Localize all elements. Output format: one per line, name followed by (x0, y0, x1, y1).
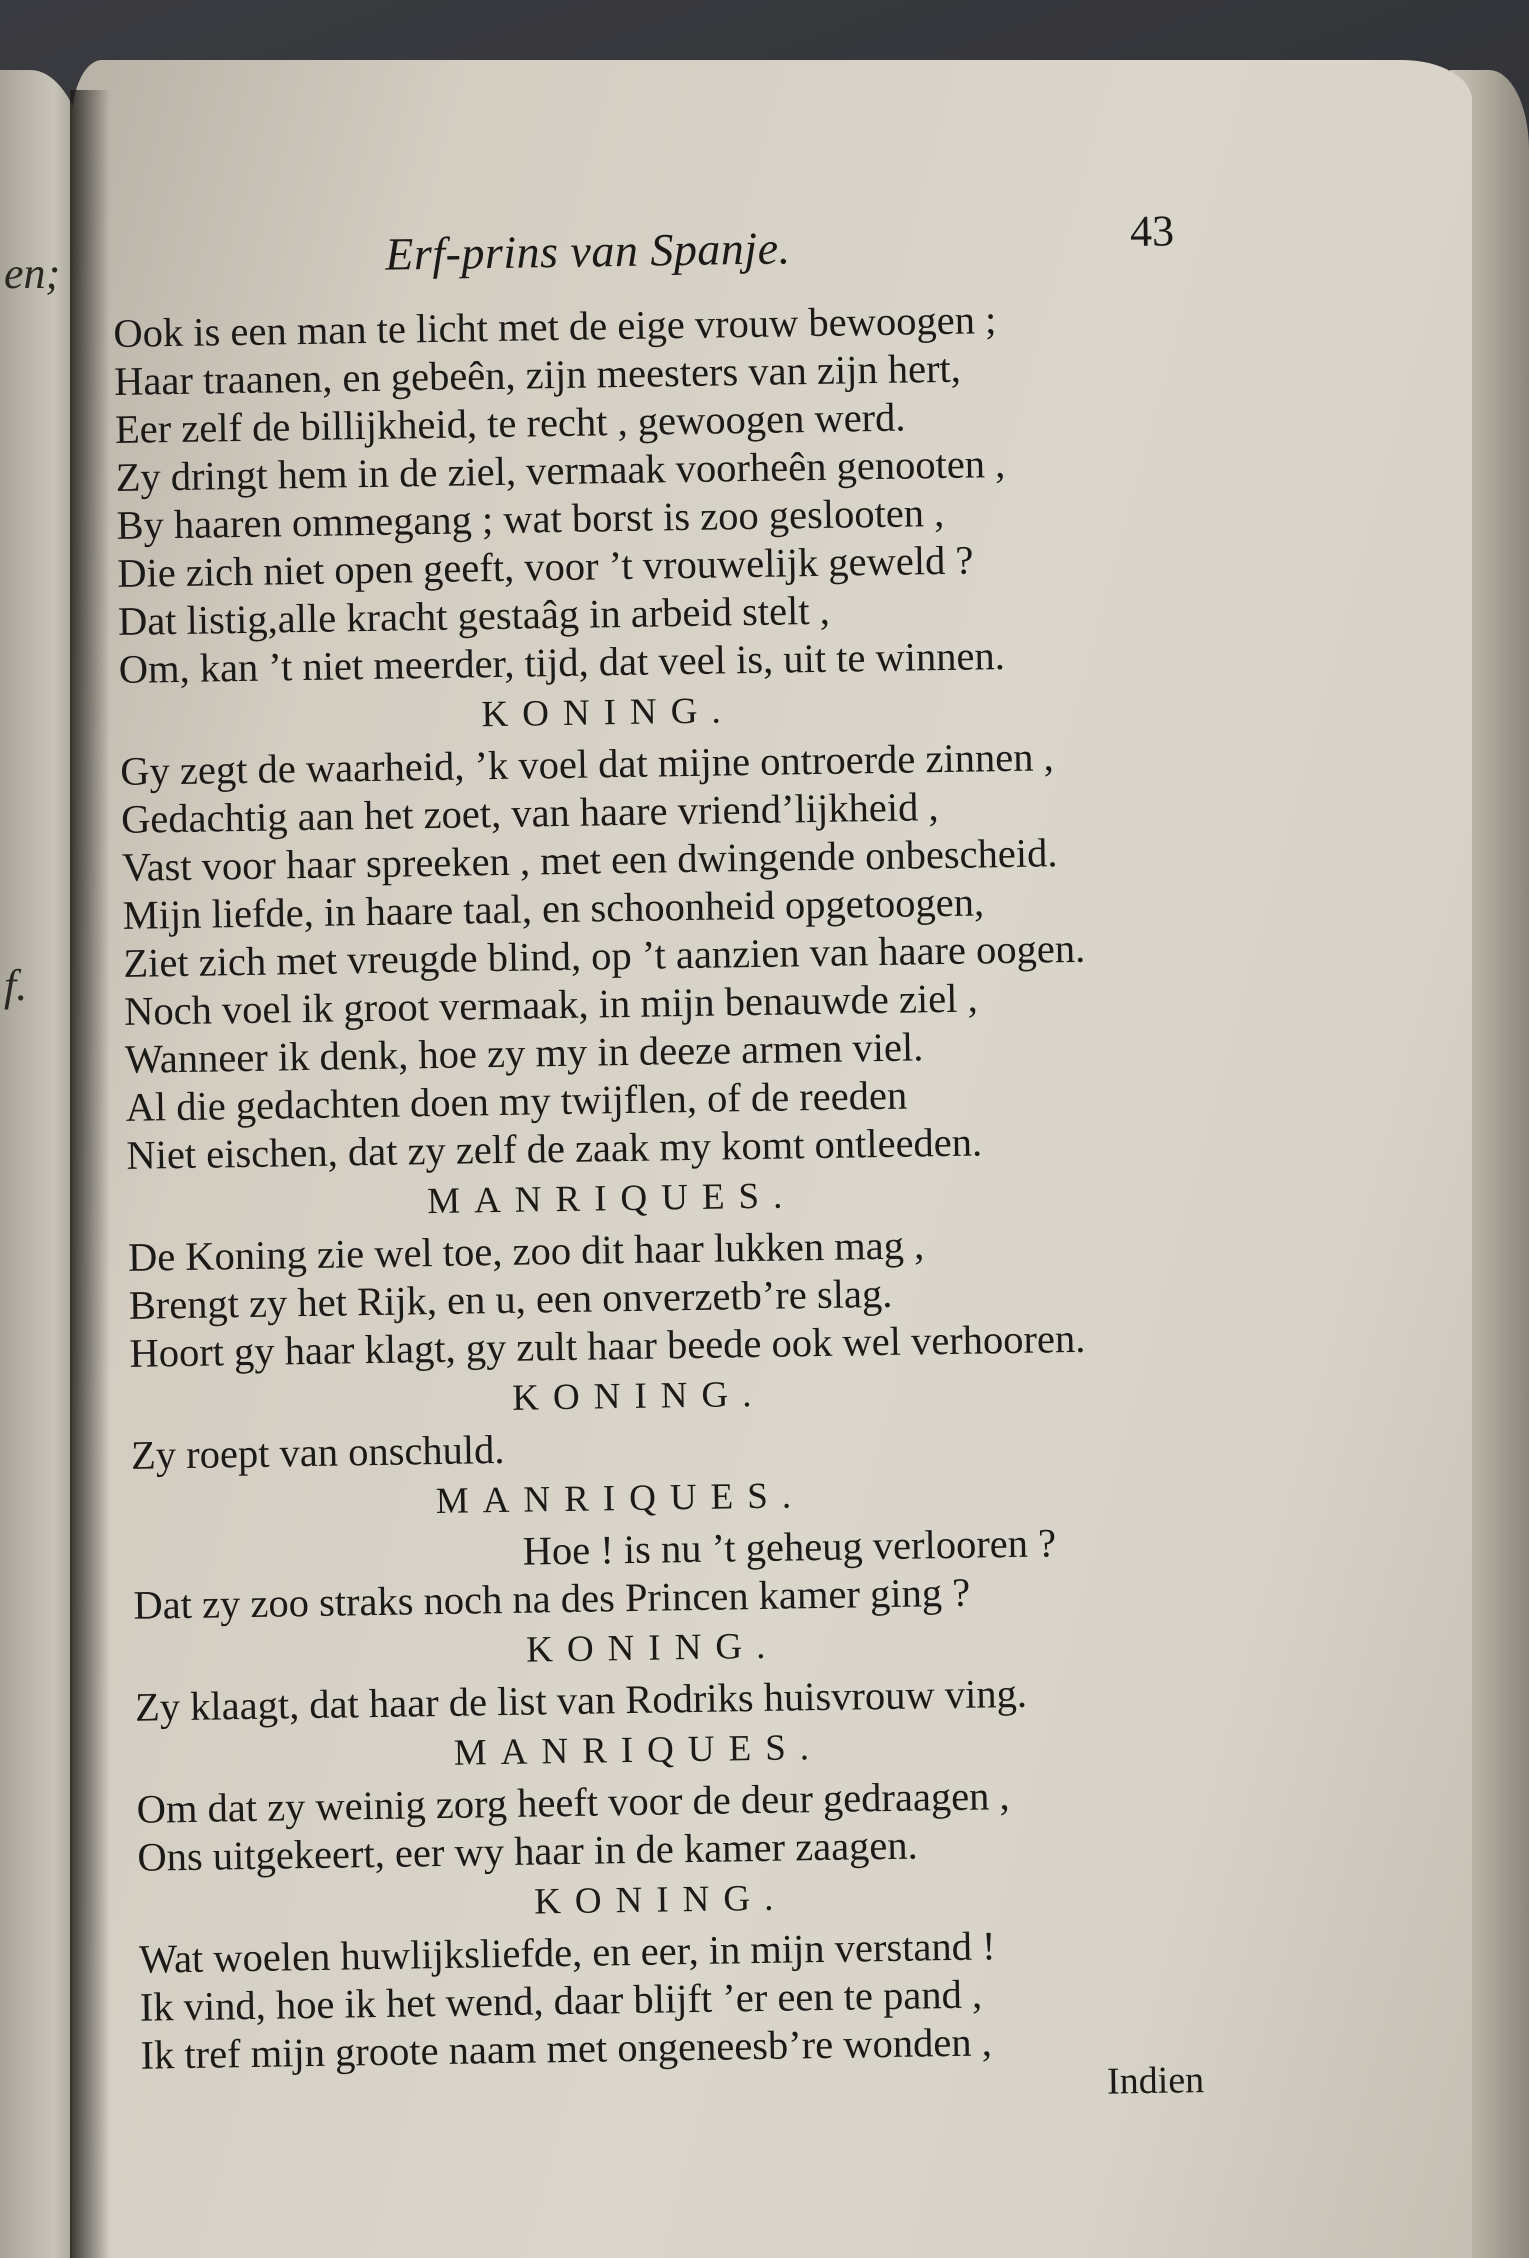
verse-line: Niet eischen, dat zy zelf de zaak my komt ontleeden. (126, 1119, 983, 1178)
facing-page-mark: en; (4, 249, 61, 298)
verse-line: Gy zegt de waarheid, ’k voel dat mijne ontroerde zinnen , (119, 734, 1054, 794)
verse-line: De Koning zie wel toe, zoo dit haar lukken mag , (127, 1222, 925, 1280)
verse-line: Zy klaagt, dat haar de list van Rodriks huisvrouw ving. (134, 1670, 1028, 1730)
speaker-heading: MANRIQUES. (435, 1475, 806, 1523)
speaker-heading: KONING. (525, 1625, 780, 1671)
speaker-heading: KONING. (511, 1373, 766, 1419)
verse-line: Zy roept van onschuld. (130, 1426, 505, 1478)
verse-line: Zy dringt hem in de ziel, vermaak voorheên genooten , (115, 440, 1006, 500)
verse-line-indented: Hoe ! is nu ’t geheug verlooren ? (522, 1520, 1057, 1574)
speaker-heading: KONING. (481, 690, 735, 736)
verse-line: Haar traanen, en gebeên, zijn meesters van zijn hert, (113, 345, 962, 404)
speaker-heading: KONING. (533, 1877, 788, 1923)
verse-line: Wanneer ik denk, hoe zy my in deeze armen viel. (124, 1024, 924, 1082)
verse-line: Om, kan ’t niet meerder, tijd, dat veel is, uit te winnen. (118, 632, 1006, 692)
verse-line: Die zich niet open geeft, voor ’t vrouwelijk geweld ? (116, 537, 974, 596)
verse-line: Eer zelf de billijkheid, te recht , gewoogen werd. (114, 394, 906, 452)
speaker-heading: MANRIQUES. (426, 1175, 797, 1223)
verse-line: Gedachtig aan het zoet, van haare vriend’lijkheid , (120, 784, 939, 842)
verse-line: Hoort gy haar klagt, gy zult haar beede ook wel verhooren. (129, 1315, 1086, 1376)
verse-line: Mijn liefde, in haare taal, en schoonheid opgetoogen, (122, 879, 985, 938)
verse-line: Ons uitgekeert, eer wy haar in de kamer zaagen. (137, 1822, 919, 1880)
verse-line: Om dat zy weinig zorg heeft voor de deur gedraagen , (136, 1773, 1010, 1832)
verse-line: Ik tref mijn groote naam met ongeneesb’re wonden , (140, 2019, 993, 2078)
verse-line: Dat zy zoo straks noch na des Princen kamer ging ? (133, 1569, 971, 1628)
verse-line: Brengt zy het Rijk, en u, een onverzetb’re slag. (128, 1270, 893, 1328)
verse-line: Wat woelen huwlijksliefde, en eer, in mijn verstand ! (138, 1923, 996, 1982)
verse-line: By haaren ommegang ; wat borst is zoo geslooten , (116, 489, 945, 548)
verse-line: Ook is een man te licht met de eige vrouw bewoogen ; (113, 297, 997, 356)
facing-page-mark: f. (4, 961, 28, 1010)
running-head: Erf-prins van Spanje. (384, 222, 791, 280)
verse-line: Noch voel ik groot vermaak, in mijn benauwde ziel , (123, 975, 978, 1034)
page-number: 43 (1129, 206, 1175, 256)
verse-line: Ik vind, hoe ik het wend, daar blijft ’er een te pand , (139, 1971, 983, 2030)
verse-line: Al die gedachten doen my twijflen, of de reeden (125, 1072, 908, 1130)
verse-line: Vast voor haar spreeken , met een dwingende onbescheid. (121, 830, 1058, 890)
verse-line: Dat listig,alle kracht gestaâg in arbeid stelt , (117, 587, 831, 644)
verse-line: Ziet zich met vreugde blind, op ’t aanzien van haare oogen. (123, 925, 1086, 986)
catchword: Indien (1106, 2059, 1205, 2103)
speaker-heading: MANRIQUES. (453, 1726, 824, 1774)
